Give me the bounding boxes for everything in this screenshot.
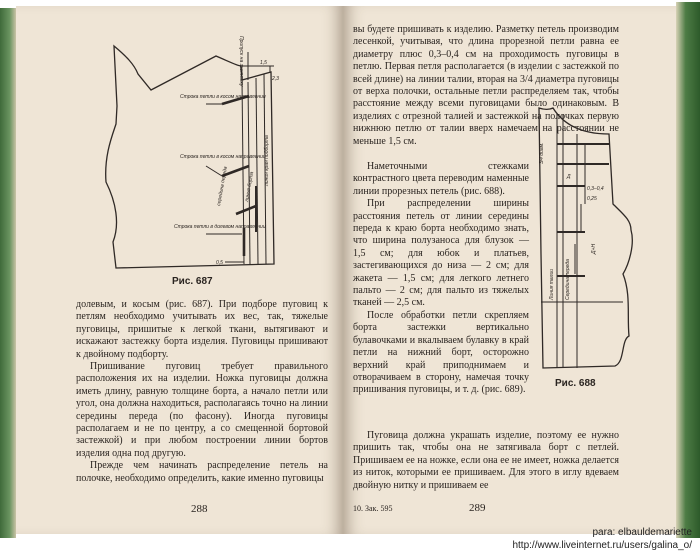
fig688-label-d1: 3/4 диам. xyxy=(539,142,545,164)
right-paragraph-1: вы будете пришивать к изделию. Разметку петель производим лесенкой, учитывая, что длина прорезной петли равна ее диаметру плюс 0,3–0,4 см на проходимость пуговицы в петлю. Первая петля располагается (в изделии с застежкой по всей длине) на линии талии, вторая на 3/4 диаметра пуговицы от верха полочки, остальные петли распределяем так, чтобы расстояние между всеми пуговицами было одинаковым. В изделиях с отрезной талией и застежкой на полочках первую нижнюю петлю от талии вверх намечаем на расстоянии не меньше 1,5 см. xyxy=(353,24,619,147)
fig687-dim1: 1,5 xyxy=(260,60,267,66)
left-paragraph-1: долевым, и косым (рис. 687). При подборе пуговиц к петлям необходимо учитывать их вес, так, тяжелые пуговицы, пришитые к легкой ткани, вытягивают и искажают застежку борта изделия. Пуговицы пришивают к двойному подборту. xyxy=(76,299,328,360)
left-page xyxy=(16,6,343,534)
figure-caption-688: Рис. 688 xyxy=(555,378,596,389)
fig687-label-facing: линия края подборта xyxy=(264,135,270,186)
watermark-line2[interactable]: http://www.liveinternet.ru/users/galina_o/ xyxy=(512,540,692,551)
fig687-label-loop1: Строка петли в косом направлении xyxy=(180,94,266,100)
right-paragraph-2: Наметочными стежками контрастного цвета переводим наменные линии прорезных петель (рис. 688). xyxy=(353,161,529,197)
fig687-dim2: 2,3 xyxy=(272,76,279,82)
right-page-text-column xyxy=(353,161,529,397)
fig688-label-d5: Д+Н xyxy=(591,243,597,254)
book-cover-right xyxy=(676,2,700,538)
right-page-text-bottom xyxy=(353,430,619,492)
fig687-label-loop3: Строка петли в долевом направлении xyxy=(174,224,266,230)
right-paragraph-5: Пуговица должна украшать изделие, поэтому ее нужно пришить так, чтобы она не затягивала борт с петлей. Пришиваем ее на ножке, если она ее не имеет, ножка делается из ниток, которыми ее пришиваем. Для этого в иглу вдеваем двойную нитку и пришиваем ее xyxy=(353,430,619,491)
right-paragraph-3: При распределении ширины расстояния петель от линии середины переда к краю борта необходимо знать, что ширина полузаноса для блузок — 1,5 см; для юбок и платьев, застегивающихся до низа — 2 см; для жакета — 1,5 см; для легкого летнего пальто — 2 см; для пальто из тяжелых тканей — 2,5 см. xyxy=(353,198,529,309)
right-page xyxy=(343,6,676,534)
fig687-label-center: середина переда xyxy=(216,166,229,207)
fig688-label-d2: Д xyxy=(567,174,571,180)
book-cover-left xyxy=(0,8,16,538)
left-page-number: 288 xyxy=(191,503,208,515)
right-page-number: 289 xyxy=(469,502,486,514)
signature-mark: 10. Зак. 595 xyxy=(353,504,393,513)
figure-caption-687: Рис. 687 xyxy=(172,276,213,287)
watermark-footer xyxy=(0,540,700,553)
fig688-label-d3: 0,3–0,4 xyxy=(587,186,604,192)
right-paragraph-4: После обработки петли скрепляем борта застежки вертикально булавочками и вкалываем булавку в край петли на нижний борт, осторожно верхний край приподнимаем и отворачиваем в сторону, намечая точку пришивания пуговицы, и т. д. (рис. 689). xyxy=(353,309,529,396)
fig688-label-line: Линия талии xyxy=(549,268,555,300)
fig687-dim3: 0,5 xyxy=(216,260,223,266)
fig687-label-board: линия борта xyxy=(244,171,256,203)
watermark-line1: para: elbauldemariette xyxy=(592,527,692,538)
fig688-label-waist: Середина переда xyxy=(565,259,571,300)
fig687-label-allowance: Припуск на застежку xyxy=(238,36,244,87)
left-page-text xyxy=(76,299,328,485)
left-paragraph-3: Прежде чем начинать распределение петель на полочке, необходимо определить, какие именно пуговицы xyxy=(76,460,328,484)
fig687-label-loop2: Строка петли в косом направлении xyxy=(180,154,266,160)
fig688-label-d4: 0,25 xyxy=(587,196,597,202)
left-paragraph-2: Пришивание пуговиц требует правильного расположения их на изделии. Ножка пуговицы должна иметь длину, равную толщине борта, а начало петли или угол, она должна находиться, располагаясь точно на линии середины переда (по фасону). Иногда пуговицы располагаем и не по центру, а со смещенной бортовой застежкой) и при любом построении линии бортов изделия одна под другую. xyxy=(76,361,328,459)
pattern-drawing-688 xyxy=(531,104,671,384)
pattern-drawing-687 xyxy=(16,6,343,286)
